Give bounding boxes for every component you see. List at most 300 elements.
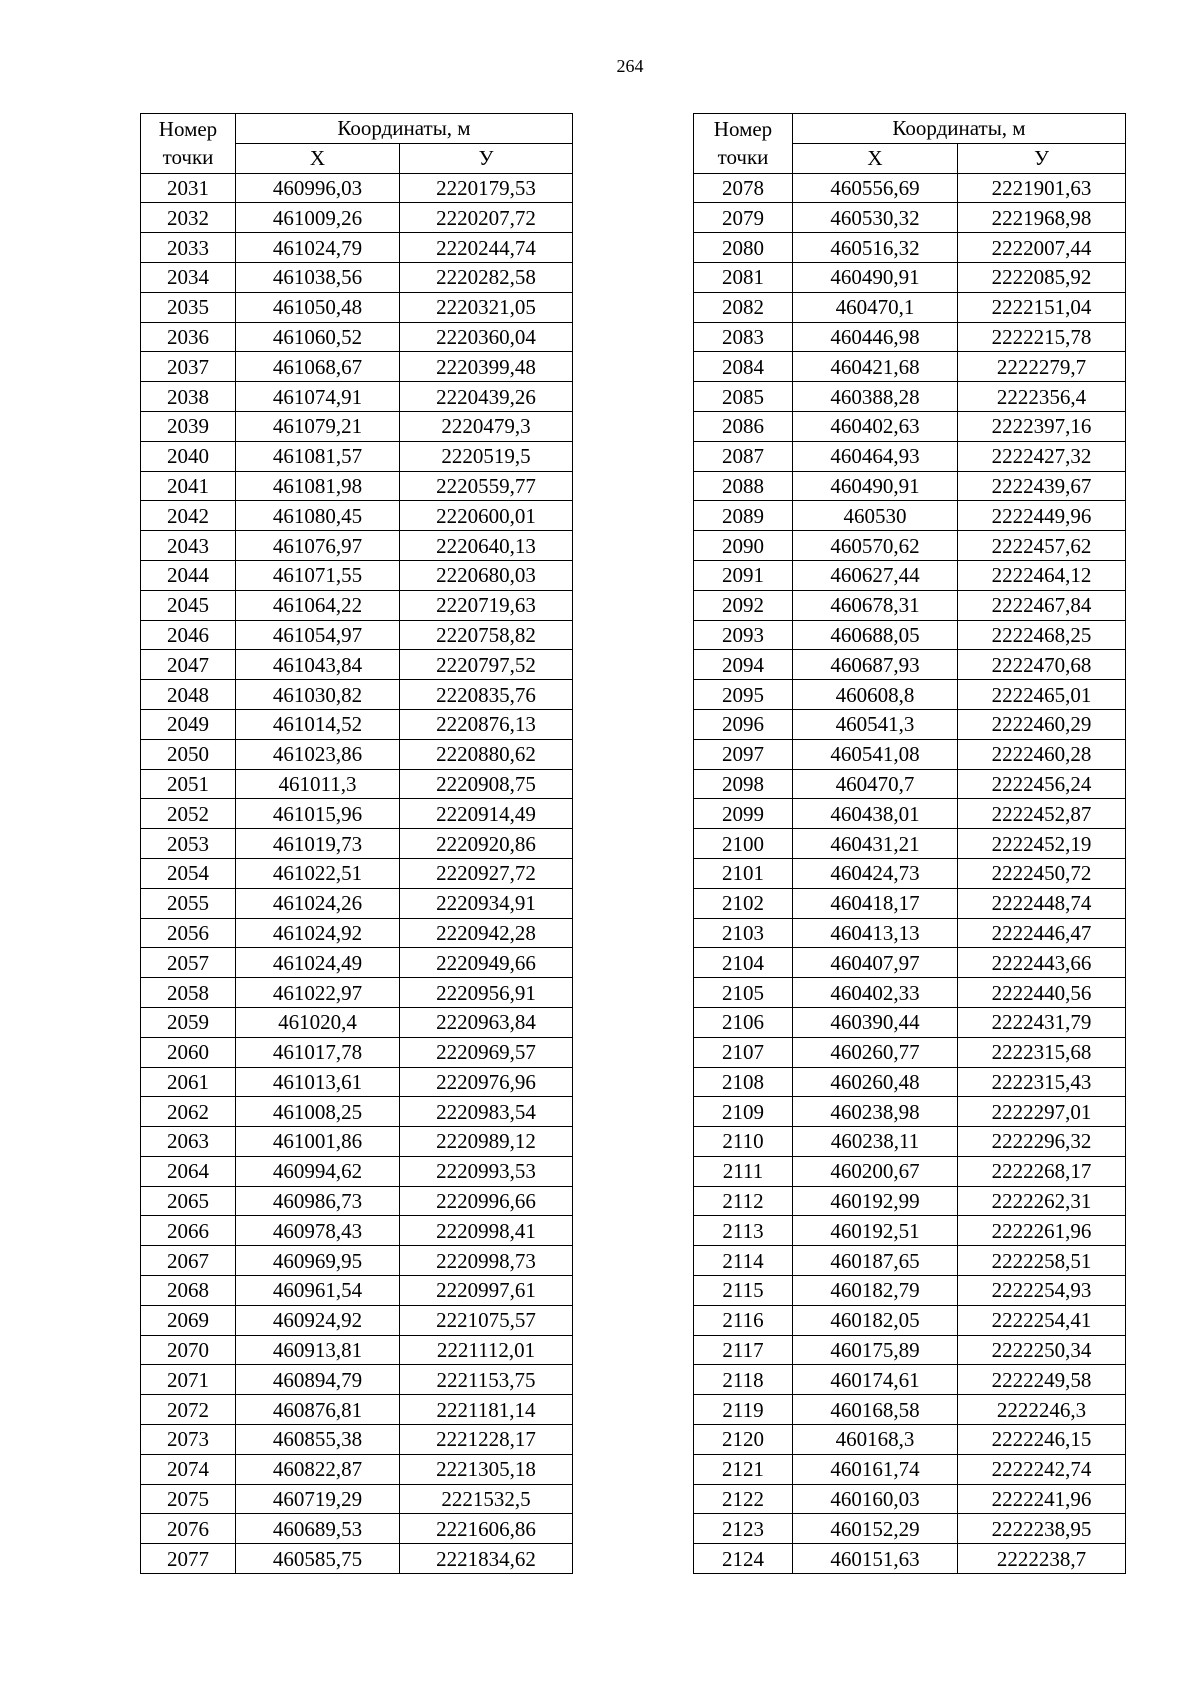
x-coordinate-cell: 460924,92 bbox=[236, 1305, 400, 1335]
y-coordinate-cell: 2222296,32 bbox=[958, 1127, 1126, 1157]
x-coordinate-cell: 461054,97 bbox=[236, 620, 400, 650]
table-row bbox=[141, 1514, 573, 1544]
y-header: У bbox=[400, 143, 573, 173]
table-row bbox=[141, 233, 573, 263]
y-coordinate-cell: 2222215,78 bbox=[958, 322, 1126, 352]
table-row bbox=[694, 680, 1126, 710]
table-row bbox=[694, 650, 1126, 680]
y-coordinate-cell: 2220479,3 bbox=[400, 411, 573, 441]
table-row bbox=[694, 411, 1126, 441]
table-row bbox=[694, 531, 1126, 561]
point-number-cell: 2057 bbox=[141, 948, 236, 978]
x-coordinate-cell: 460407,97 bbox=[793, 948, 958, 978]
x-coordinate-cell: 460986,73 bbox=[236, 1186, 400, 1216]
y-coordinate-cell: 2222261,96 bbox=[958, 1216, 1126, 1246]
x-coordinate-cell: 461008,25 bbox=[236, 1097, 400, 1127]
point-number-cell: 2042 bbox=[141, 501, 236, 531]
point-number-cell: 2121 bbox=[694, 1454, 793, 1484]
x-coordinate-cell: 460687,93 bbox=[793, 650, 958, 680]
y-coordinate-cell: 2220969,57 bbox=[400, 1037, 573, 1067]
point-number-cell: 2065 bbox=[141, 1186, 236, 1216]
x-coordinate-cell: 460413,13 bbox=[793, 918, 958, 948]
x-coordinate-cell: 461022,97 bbox=[236, 978, 400, 1008]
table-row bbox=[694, 441, 1126, 471]
y-coordinate-cell: 2220640,13 bbox=[400, 531, 573, 561]
point-number-cell: 2077 bbox=[141, 1544, 236, 1574]
x-coordinate-cell: 461050,48 bbox=[236, 292, 400, 322]
x-coordinate-cell: 460151,63 bbox=[793, 1544, 958, 1574]
table-row bbox=[694, 769, 1126, 799]
table-row bbox=[141, 829, 573, 859]
point-number-cell: 2079 bbox=[694, 203, 793, 233]
y-coordinate-cell: 2220942,28 bbox=[400, 918, 573, 948]
point-number-cell: 2089 bbox=[694, 501, 793, 531]
table-row bbox=[141, 1365, 573, 1395]
point-number-cell: 2092 bbox=[694, 590, 793, 620]
y-coordinate-cell: 2221834,62 bbox=[400, 1544, 573, 1574]
table-row bbox=[694, 1305, 1126, 1335]
table-row bbox=[694, 1335, 1126, 1365]
point-number-cell: 2066 bbox=[141, 1216, 236, 1246]
point-number-cell: 2071 bbox=[141, 1365, 236, 1395]
point-number-cell: 2068 bbox=[141, 1276, 236, 1306]
x-coordinate-cell: 460876,81 bbox=[236, 1395, 400, 1425]
table-row bbox=[694, 560, 1126, 590]
point-number-cell: 2081 bbox=[694, 262, 793, 292]
x-coordinate-cell: 460530 bbox=[793, 501, 958, 531]
x-coordinate-cell: 460530,32 bbox=[793, 203, 958, 233]
table-row bbox=[141, 1067, 573, 1097]
table-row bbox=[141, 352, 573, 382]
x-coordinate-cell: 460969,95 bbox=[236, 1246, 400, 1276]
y-coordinate-cell: 2221968,98 bbox=[958, 203, 1126, 233]
y-coordinate-cell: 2220876,13 bbox=[400, 709, 573, 739]
x-coordinate-cell: 460570,62 bbox=[793, 531, 958, 561]
y-coordinate-cell: 2222268,17 bbox=[958, 1156, 1126, 1186]
table-row bbox=[141, 292, 573, 322]
point-number-cell: 2033 bbox=[141, 233, 236, 263]
table-row bbox=[694, 1037, 1126, 1067]
y-coordinate-cell: 2221112,01 bbox=[400, 1335, 573, 1365]
point-number-cell: 2047 bbox=[141, 650, 236, 680]
point-number-cell: 2084 bbox=[694, 352, 793, 382]
x-coordinate-cell: 460200,67 bbox=[793, 1156, 958, 1186]
y-coordinate-cell: 2222315,43 bbox=[958, 1067, 1126, 1097]
point-number-header-line2: точки bbox=[162, 145, 214, 170]
table-row bbox=[141, 1037, 573, 1067]
table-row bbox=[694, 1097, 1126, 1127]
y-coordinate-cell: 2220680,03 bbox=[400, 560, 573, 590]
x-coordinate-cell: 460192,99 bbox=[793, 1186, 958, 1216]
table-row bbox=[141, 590, 573, 620]
table-row bbox=[141, 1484, 573, 1514]
point-number-cell: 2117 bbox=[694, 1335, 793, 1365]
x-coordinate-cell: 461015,96 bbox=[236, 799, 400, 829]
point-number-cell: 2040 bbox=[141, 441, 236, 471]
point-number-cell: 2087 bbox=[694, 441, 793, 471]
table-row bbox=[694, 1365, 1126, 1395]
point-number-cell: 2036 bbox=[141, 322, 236, 352]
table-row bbox=[141, 1305, 573, 1335]
table-row bbox=[694, 888, 1126, 918]
x-coordinate-cell: 460187,65 bbox=[793, 1246, 958, 1276]
table-row bbox=[141, 680, 573, 710]
point-number-cell: 2091 bbox=[694, 560, 793, 590]
y-coordinate-cell: 2222254,93 bbox=[958, 1276, 1126, 1306]
table-row bbox=[694, 1454, 1126, 1484]
y-header: У bbox=[958, 143, 1126, 173]
coordinates-table-left bbox=[140, 113, 573, 1574]
y-coordinate-cell: 2222427,32 bbox=[958, 441, 1126, 471]
x-coordinate-cell: 460238,11 bbox=[793, 1127, 958, 1157]
point-number-cell: 2048 bbox=[141, 680, 236, 710]
point-number-header-line1: Номер bbox=[713, 117, 773, 142]
x-coordinate-cell: 460541,08 bbox=[793, 739, 958, 769]
y-coordinate-cell: 2222450,72 bbox=[958, 858, 1126, 888]
x-coordinate-cell: 461081,98 bbox=[236, 471, 400, 501]
y-coordinate-cell: 2222443,66 bbox=[958, 948, 1126, 978]
x-coordinate-cell: 460390,44 bbox=[793, 1007, 958, 1037]
y-coordinate-cell: 2222250,34 bbox=[958, 1335, 1126, 1365]
table-row bbox=[141, 709, 573, 739]
point-number-cell: 2105 bbox=[694, 978, 793, 1008]
y-coordinate-cell: 2220956,91 bbox=[400, 978, 573, 1008]
point-number-cell: 2116 bbox=[694, 1305, 793, 1335]
x-coordinate-cell: 460490,91 bbox=[793, 471, 958, 501]
table-row bbox=[141, 411, 573, 441]
point-number-cell: 2038 bbox=[141, 382, 236, 412]
x-coordinate-cell: 460402,33 bbox=[793, 978, 958, 1008]
y-coordinate-cell: 2220998,73 bbox=[400, 1246, 573, 1276]
x-coordinate-cell: 460260,48 bbox=[793, 1067, 958, 1097]
x-coordinate-cell: 460688,05 bbox=[793, 620, 958, 650]
point-number-cell: 2046 bbox=[141, 620, 236, 650]
y-coordinate-cell: 2222457,62 bbox=[958, 531, 1126, 561]
x-coordinate-cell: 460388,28 bbox=[793, 382, 958, 412]
point-number-cell: 2078 bbox=[694, 173, 793, 203]
point-number-cell: 2056 bbox=[141, 918, 236, 948]
y-coordinate-cell: 2220282,58 bbox=[400, 262, 573, 292]
y-coordinate-cell: 2222452,87 bbox=[958, 799, 1126, 829]
x-coordinate-cell: 460470,7 bbox=[793, 769, 958, 799]
point-number-cell: 2069 bbox=[141, 1305, 236, 1335]
point-number-cell: 2070 bbox=[141, 1335, 236, 1365]
table-row bbox=[141, 948, 573, 978]
table-row bbox=[694, 620, 1126, 650]
x-coordinate-cell: 460961,54 bbox=[236, 1276, 400, 1306]
y-coordinate-cell: 2221532,5 bbox=[400, 1484, 573, 1514]
table-row bbox=[141, 382, 573, 412]
x-coordinate-cell: 460978,43 bbox=[236, 1216, 400, 1246]
point-number-cell: 2109 bbox=[694, 1097, 793, 1127]
y-coordinate-cell: 2220949,66 bbox=[400, 948, 573, 978]
x-coordinate-cell: 460678,31 bbox=[793, 590, 958, 620]
table-row bbox=[141, 1216, 573, 1246]
table-row bbox=[141, 888, 573, 918]
table-row bbox=[141, 978, 573, 1008]
point-number-cell: 2061 bbox=[141, 1067, 236, 1097]
point-number-cell: 2119 bbox=[694, 1395, 793, 1425]
y-coordinate-cell: 2221181,14 bbox=[400, 1395, 573, 1425]
y-coordinate-cell: 2220519,5 bbox=[400, 441, 573, 471]
x-coordinate-cell: 461009,26 bbox=[236, 203, 400, 233]
x-coordinate-cell: 461071,55 bbox=[236, 560, 400, 590]
y-coordinate-cell: 2221606,86 bbox=[400, 1514, 573, 1544]
y-coordinate-cell: 2222468,25 bbox=[958, 620, 1126, 650]
table-row bbox=[694, 501, 1126, 531]
table-row bbox=[694, 1067, 1126, 1097]
table-row bbox=[141, 1454, 573, 1484]
table-row bbox=[141, 1246, 573, 1276]
y-coordinate-cell: 2222464,12 bbox=[958, 560, 1126, 590]
x-coordinate-cell: 460152,29 bbox=[793, 1514, 958, 1544]
x-coordinate-cell: 460556,69 bbox=[793, 173, 958, 203]
y-coordinate-cell: 2222397,16 bbox=[958, 411, 1126, 441]
table-row bbox=[141, 262, 573, 292]
table-row bbox=[694, 292, 1126, 322]
x-coordinate-cell: 461080,45 bbox=[236, 501, 400, 531]
y-coordinate-cell: 2222467,84 bbox=[958, 590, 1126, 620]
x-coordinate-cell: 460996,03 bbox=[236, 173, 400, 203]
y-coordinate-cell: 2220559,77 bbox=[400, 471, 573, 501]
x-coordinate-cell: 461017,78 bbox=[236, 1037, 400, 1067]
x-coordinate-cell: 460402,63 bbox=[793, 411, 958, 441]
x-coordinate-cell: 460822,87 bbox=[236, 1454, 400, 1484]
y-coordinate-cell: 2222456,24 bbox=[958, 769, 1126, 799]
x-coordinate-cell: 461060,52 bbox=[236, 322, 400, 352]
point-number-cell: 2034 bbox=[141, 262, 236, 292]
table-row bbox=[141, 471, 573, 501]
table-row bbox=[141, 501, 573, 531]
x-coordinate-cell: 461076,97 bbox=[236, 531, 400, 561]
coordinates-table-left-body bbox=[141, 173, 573, 1573]
table-row bbox=[694, 829, 1126, 859]
y-coordinate-cell: 2220835,76 bbox=[400, 680, 573, 710]
table-row bbox=[694, 322, 1126, 352]
point-number-cell: 2074 bbox=[141, 1454, 236, 1484]
y-coordinate-cell: 2221901,63 bbox=[958, 173, 1126, 203]
x-coordinate-cell: 461022,51 bbox=[236, 858, 400, 888]
table-row bbox=[694, 1514, 1126, 1544]
table-row bbox=[694, 1246, 1126, 1276]
y-coordinate-cell: 2222007,44 bbox=[958, 233, 1126, 263]
x-coordinate-cell: 460855,38 bbox=[236, 1425, 400, 1455]
y-coordinate-cell: 2222356,4 bbox=[958, 382, 1126, 412]
x-coordinate-cell: 460913,81 bbox=[236, 1335, 400, 1365]
table-row bbox=[141, 441, 573, 471]
x-coordinate-cell: 461020,4 bbox=[236, 1007, 400, 1037]
table-row bbox=[141, 1276, 573, 1306]
y-coordinate-cell: 2222241,96 bbox=[958, 1484, 1126, 1514]
table-row bbox=[694, 978, 1126, 1008]
table-row bbox=[694, 173, 1126, 203]
x-coordinate-cell: 460238,98 bbox=[793, 1097, 958, 1127]
table-row bbox=[141, 1335, 573, 1365]
x-header: X bbox=[793, 143, 958, 173]
x-coordinate-cell: 460431,21 bbox=[793, 829, 958, 859]
y-coordinate-cell: 2222242,74 bbox=[958, 1454, 1126, 1484]
y-coordinate-cell: 2220399,48 bbox=[400, 352, 573, 382]
table-row bbox=[694, 948, 1126, 978]
point-number-cell: 2044 bbox=[141, 560, 236, 590]
x-coordinate-cell: 460421,68 bbox=[793, 352, 958, 382]
x-coordinate-cell: 460438,01 bbox=[793, 799, 958, 829]
table-row bbox=[694, 1544, 1126, 1574]
table-row bbox=[141, 1395, 573, 1425]
y-coordinate-cell: 2222460,29 bbox=[958, 709, 1126, 739]
y-coordinate-cell: 2220321,05 bbox=[400, 292, 573, 322]
point-number-cell: 2108 bbox=[694, 1067, 793, 1097]
point-number-cell: 2058 bbox=[141, 978, 236, 1008]
point-number-cell: 2075 bbox=[141, 1484, 236, 1514]
table-row bbox=[694, 1276, 1126, 1306]
table-row bbox=[141, 1007, 573, 1037]
point-number-cell: 2097 bbox=[694, 739, 793, 769]
y-coordinate-cell: 2220360,04 bbox=[400, 322, 573, 352]
table-row bbox=[694, 262, 1126, 292]
y-coordinate-cell: 2220439,26 bbox=[400, 382, 573, 412]
table-row bbox=[141, 1425, 573, 1455]
x-coordinate-cell: 460464,93 bbox=[793, 441, 958, 471]
x-coordinate-cell: 460516,32 bbox=[793, 233, 958, 263]
y-coordinate-cell: 2222249,58 bbox=[958, 1365, 1126, 1395]
y-coordinate-cell: 2220244,74 bbox=[400, 233, 573, 263]
y-coordinate-cell: 2220983,54 bbox=[400, 1097, 573, 1127]
x-coordinate-cell: 461024,79 bbox=[236, 233, 400, 263]
point-number-cell: 2102 bbox=[694, 888, 793, 918]
x-coordinate-cell: 461019,73 bbox=[236, 829, 400, 859]
point-number-cell: 2098 bbox=[694, 769, 793, 799]
y-coordinate-cell: 2220989,12 bbox=[400, 1127, 573, 1157]
x-coordinate-cell: 460689,53 bbox=[236, 1514, 400, 1544]
y-coordinate-cell: 2220797,52 bbox=[400, 650, 573, 680]
table-row bbox=[141, 1097, 573, 1127]
point-number-cell: 2090 bbox=[694, 531, 793, 561]
x-coordinate-cell: 461068,67 bbox=[236, 352, 400, 382]
coordinates-header: Координаты, м bbox=[793, 114, 1126, 144]
table-row bbox=[694, 590, 1126, 620]
y-coordinate-cell: 2222238,7 bbox=[958, 1544, 1126, 1574]
page-number: 264 bbox=[616, 56, 644, 76]
table-row bbox=[141, 769, 573, 799]
x-coordinate-cell: 460719,29 bbox=[236, 1484, 400, 1514]
y-coordinate-cell: 2220963,84 bbox=[400, 1007, 573, 1037]
coordinates-header: Координаты, м bbox=[236, 114, 573, 144]
point-number-cell: 2059 bbox=[141, 1007, 236, 1037]
point-number-cell: 2085 bbox=[694, 382, 793, 412]
x-coordinate-cell: 460424,73 bbox=[793, 858, 958, 888]
y-coordinate-cell: 2222470,68 bbox=[958, 650, 1126, 680]
table-row bbox=[694, 1186, 1126, 1216]
point-number-header-line1: Номер bbox=[158, 117, 218, 142]
y-coordinate-cell: 2221075,57 bbox=[400, 1305, 573, 1335]
table-row bbox=[141, 560, 573, 590]
y-coordinate-cell: 2222440,56 bbox=[958, 978, 1126, 1008]
x-coordinate-cell: 461023,86 bbox=[236, 739, 400, 769]
point-number-header-line2: точки bbox=[717, 145, 769, 170]
x-coordinate-cell: 461030,82 bbox=[236, 680, 400, 710]
y-coordinate-cell: 2222439,67 bbox=[958, 471, 1126, 501]
y-coordinate-cell: 2222151,04 bbox=[958, 292, 1126, 322]
point-number-cell: 2043 bbox=[141, 531, 236, 561]
y-coordinate-cell: 2222238,95 bbox=[958, 1514, 1126, 1544]
point-number-cell: 2123 bbox=[694, 1514, 793, 1544]
point-number-cell: 2114 bbox=[694, 1246, 793, 1276]
table-row bbox=[141, 918, 573, 948]
x-coordinate-cell: 461064,22 bbox=[236, 590, 400, 620]
x-header: X bbox=[236, 143, 400, 173]
point-number-cell: 2122 bbox=[694, 1484, 793, 1514]
x-coordinate-cell: 460418,17 bbox=[793, 888, 958, 918]
x-coordinate-cell: 460627,44 bbox=[793, 560, 958, 590]
table-row bbox=[141, 203, 573, 233]
y-coordinate-cell: 2222297,01 bbox=[958, 1097, 1126, 1127]
x-coordinate-cell: 460192,51 bbox=[793, 1216, 958, 1246]
y-coordinate-cell: 2220719,63 bbox=[400, 590, 573, 620]
point-number-cell: 2104 bbox=[694, 948, 793, 978]
y-coordinate-cell: 2220600,01 bbox=[400, 501, 573, 531]
x-coordinate-cell: 460168,3 bbox=[793, 1425, 958, 1455]
y-coordinate-cell: 2222315,68 bbox=[958, 1037, 1126, 1067]
y-coordinate-cell: 2220908,75 bbox=[400, 769, 573, 799]
x-coordinate-cell: 461014,52 bbox=[236, 709, 400, 739]
table-row bbox=[694, 1156, 1126, 1186]
point-number-cell: 2095 bbox=[694, 680, 793, 710]
y-coordinate-cell: 2222258,51 bbox=[958, 1246, 1126, 1276]
point-number-cell: 2041 bbox=[141, 471, 236, 501]
y-coordinate-cell: 2222085,92 bbox=[958, 262, 1126, 292]
y-coordinate-cell: 2222465,01 bbox=[958, 680, 1126, 710]
table-row bbox=[141, 799, 573, 829]
point-number-cell: 2096 bbox=[694, 709, 793, 739]
point-number-cell: 2076 bbox=[141, 1514, 236, 1544]
point-number-cell: 2052 bbox=[141, 799, 236, 829]
y-coordinate-cell: 2220998,41 bbox=[400, 1216, 573, 1246]
point-number-cell: 2062 bbox=[141, 1097, 236, 1127]
y-coordinate-cell: 2222448,74 bbox=[958, 888, 1126, 918]
x-coordinate-cell: 460182,79 bbox=[793, 1276, 958, 1306]
x-coordinate-cell: 461013,61 bbox=[236, 1067, 400, 1097]
x-coordinate-cell: 460182,05 bbox=[793, 1305, 958, 1335]
point-number-cell: 2073 bbox=[141, 1425, 236, 1455]
y-coordinate-cell: 2220993,53 bbox=[400, 1156, 573, 1186]
y-coordinate-cell: 2222446,47 bbox=[958, 918, 1126, 948]
table-row bbox=[141, 858, 573, 888]
x-coordinate-cell: 461043,84 bbox=[236, 650, 400, 680]
point-number-cell: 2031 bbox=[141, 173, 236, 203]
point-number-cell: 2120 bbox=[694, 1425, 793, 1455]
table-row bbox=[694, 1127, 1126, 1157]
x-coordinate-cell: 460260,77 bbox=[793, 1037, 958, 1067]
y-coordinate-cell: 2222460,28 bbox=[958, 739, 1126, 769]
x-coordinate-cell: 460175,89 bbox=[793, 1335, 958, 1365]
x-coordinate-cell: 460994,62 bbox=[236, 1156, 400, 1186]
table-row bbox=[141, 1544, 573, 1574]
y-coordinate-cell: 2222254,41 bbox=[958, 1305, 1126, 1335]
y-coordinate-cell: 2222246,15 bbox=[958, 1425, 1126, 1455]
table-row bbox=[141, 650, 573, 680]
point-number-cell: 2072 bbox=[141, 1395, 236, 1425]
x-coordinate-cell: 461024,26 bbox=[236, 888, 400, 918]
y-coordinate-cell: 2220934,91 bbox=[400, 888, 573, 918]
x-coordinate-cell: 460490,91 bbox=[793, 262, 958, 292]
x-coordinate-cell: 460446,98 bbox=[793, 322, 958, 352]
table-row bbox=[141, 531, 573, 561]
y-coordinate-cell: 2222279,7 bbox=[958, 352, 1126, 382]
table-row bbox=[694, 471, 1126, 501]
table-row bbox=[141, 1156, 573, 1186]
point-number-cell: 2093 bbox=[694, 620, 793, 650]
